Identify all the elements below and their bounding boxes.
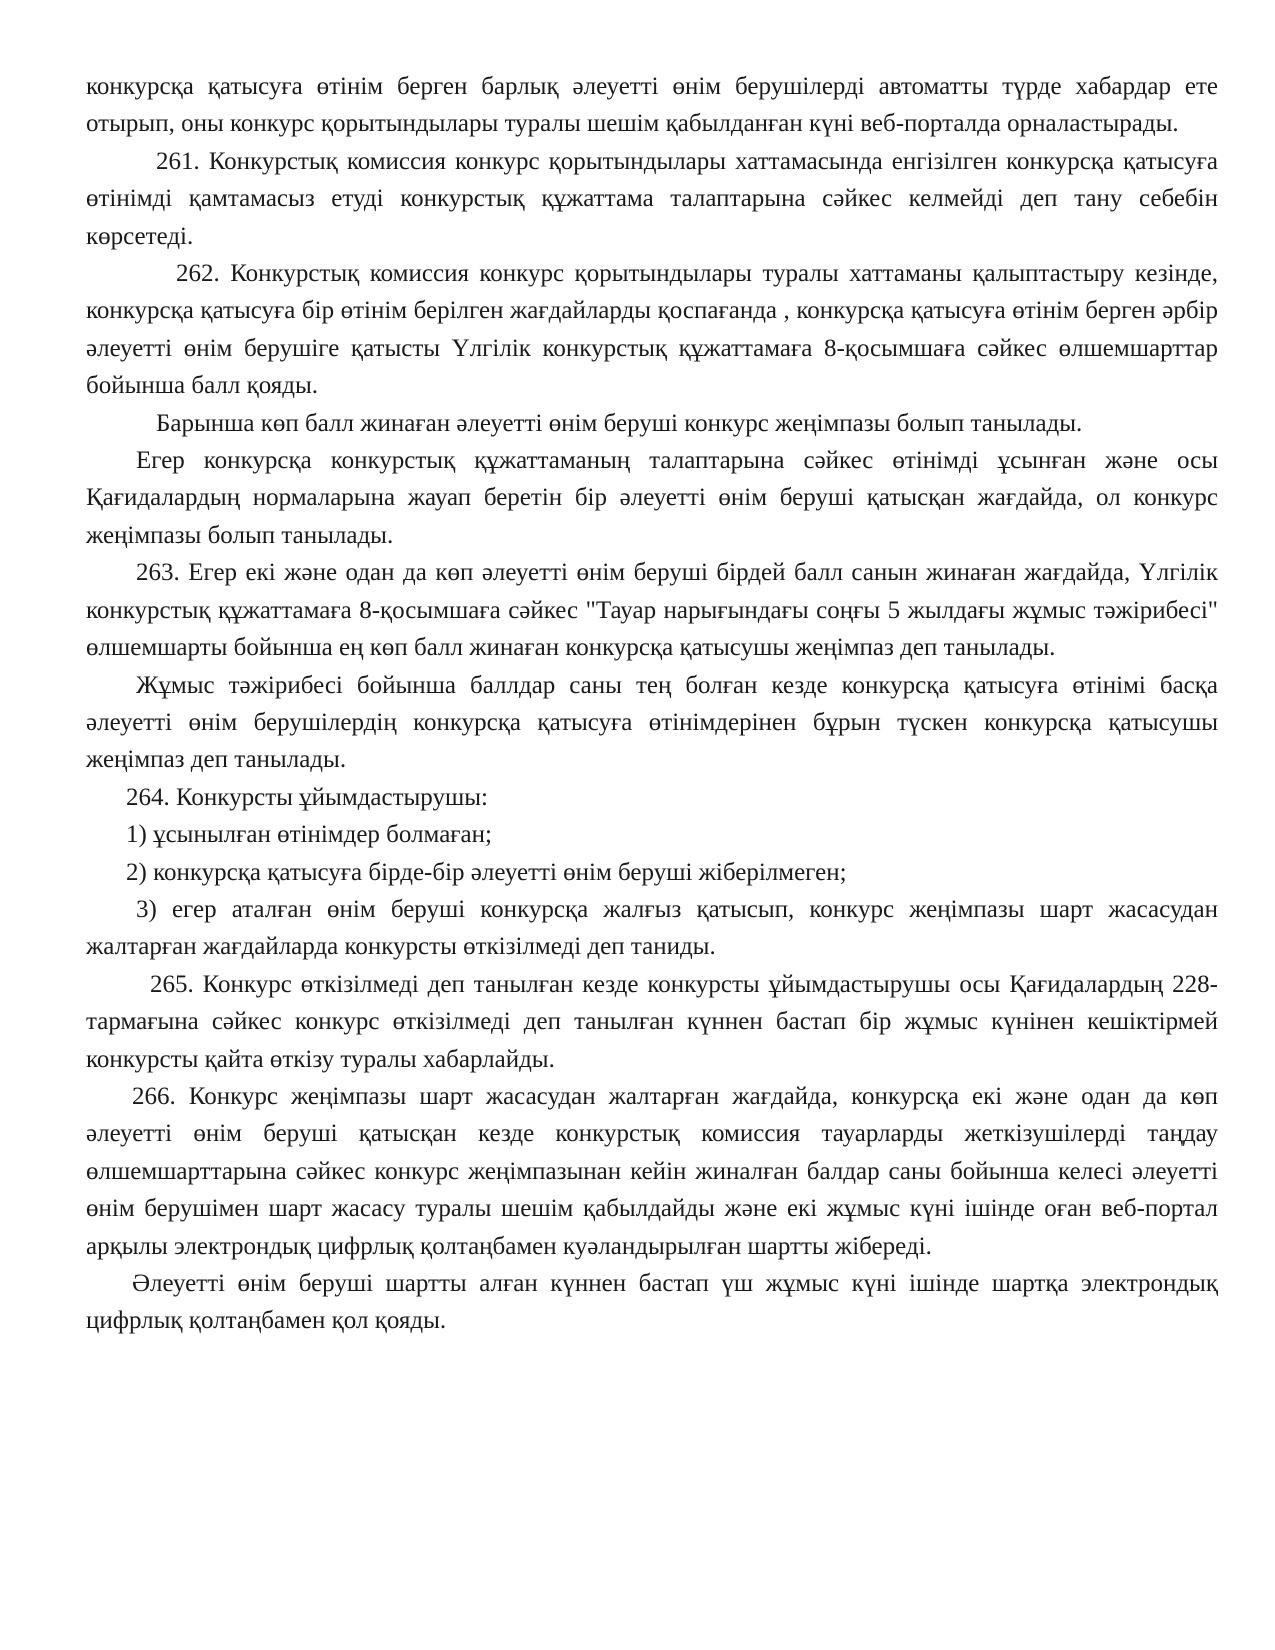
paragraph-263: 263. Егер екі және одан да көп әлеуетті өнім беруші бірдей балл санын жинаған жағдайда, Үлгілік конкурстық құжаттамаға 8-қосымшаға сәйкес "Тауар нарығындағы соңғы 5 жылдағы жұмыс тәжірибесі" өлшемшарты бойынша ең көп балл жинаған конкурсқа қатысушы жеңімпаз деп танылады.	[86, 559, 1218, 662]
document-page	[86, 68, 1218, 1340]
paragraph-262: 262. Конкурстық комиссия конкурс қорытындылары туралы хаттаманы қалыптастыру кезінде, конкурсқа қатысуға бір өтінім берілген жағдайларды қоспағанда , конкурсқа қатысуға өтінім берген әрбір әлеуетті өнім берушіге қатысты Үлгілік конкурстық құжаттамаға 8-қосымшаға сәйкес өлшемшарттар бойынша балл қояды.	[86, 260, 1218, 400]
list-item-264-2: 2) конкурсқа қатысуға бірде-бір әлеуетті өнім беруші жіберілмеген;	[126, 858, 847, 886]
paragraph-266: 266. Конкурс жеңімпазы шарт жасасудан жалтарған жағдайда, конкурсқа екі және одан да көп әлеуетті өнім беруші қатысқан кезде конкурстық комиссия тауарларды жеткізушілерді таңдау өлшемшарттарына сәйкес конкурс жеңімпазынан кейін жиналған балдар саны бойынша келесі әлеуетті өнім берушімен шарт жасасу туралы шешім қабылдайды және екі жұмыс күні ішінде оған веб-портал арқылы электрондық цифрлық қолтаңбамен куәландырылған шартты жібереді.	[86, 1082, 1218, 1260]
paragraph-264: 264. Конкурсты ұйымдастырушы:	[126, 783, 488, 811]
paragraph-266-signing: Әлеуетті өнім беруші шартты алған күннен бастап үш жұмыс күні ішінде шартқа электрондық цифрлық қолтаңбамен қол қояды.	[86, 1270, 1218, 1335]
list-item-264-1: 1) ұсынылған өтінімдер болмаған;	[126, 821, 492, 849]
paragraph-continuation: конкурсқа қатысуға өтінім берген барлық әлеуетті өнім берушілерді автоматты түрде хабардар ете отырып, оны конкурс қорытындылары туралы шешім қабылданған күні веб-порталда орналастырады.	[86, 73, 1218, 138]
paragraph-265: 265. Конкурс өткізілмеді деп танылған кезде конкурсты ұйымдастырушы осы Қағидалардың 228-тармағына сәйкес конкурс өткізілмеді деп танылған күннен бастап бір жұмыс күнінен кешіктірмей конкурсты қайта өткізу туралы хабарлайды.	[86, 970, 1218, 1073]
paragraph-261: 261. Конкурстық комиссия конкурс қорытындылары хаттамасында енгізілген конкурсқа қатысуға өтінімді қамтамасыз етуді конкурстық құжаттама талаптарына сәйкес келмейді деп тану себебін көрсетеді.	[86, 147, 1218, 250]
list-item-264-3: 3) егер аталған өнім беруші конкурсқа жалғыз қатысып, конкурс жеңімпазы шарт жасасудан жалтарған жағдайларда конкурсты өткізілмеді деп таниды.	[86, 895, 1218, 961]
paragraph-262-single: Егер конкурсқа конкурстық құжаттаманың талаптарына сәйкес өтінімді ұсынған және осы Қағидалардың нормаларына жауап беретін бір әлеуетті өнім беруші қатысқан жағдайда, ол конкурс жеңімпазы болып танылады.	[86, 447, 1218, 549]
paragraph-263-tie: Жұмыс тәжірибесі бойынша баллдар саны тең болған кезде конкурсқа қатысуға өтінімі басқа әлеуетті өнім берушілердің конкурсқа қатысуға өтінімдерінен бұрын түскен конкурсқа қатысушы жеңімпаз деп танылады.	[86, 671, 1218, 774]
paragraph-262-winner: Барынша көп балл жинаған әлеуетті өнім беруші конкурс жеңімпазы болып танылады.	[156, 409, 1083, 437]
